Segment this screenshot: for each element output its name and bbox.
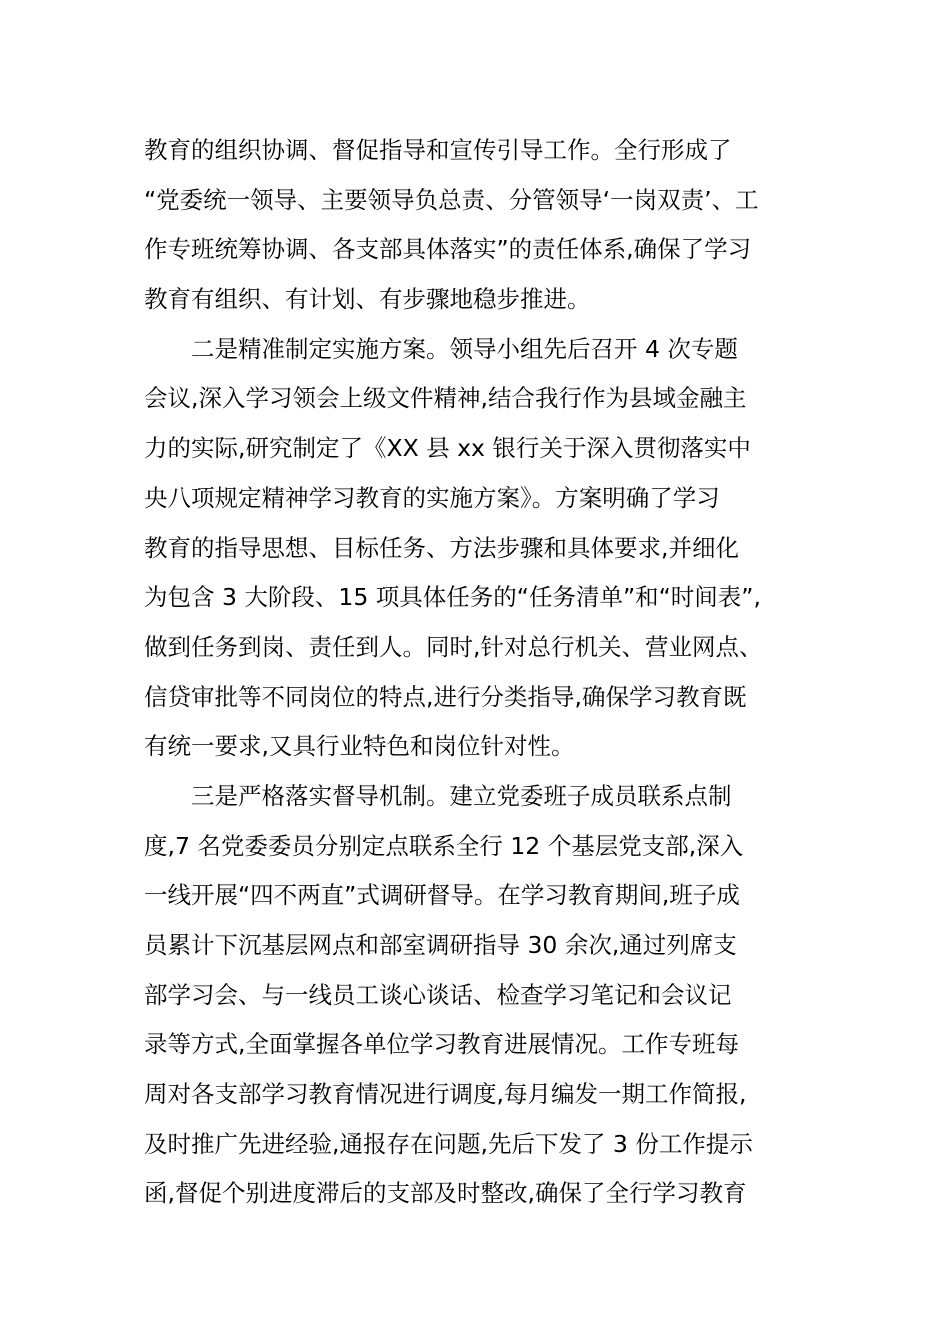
text-line: 作专班统筹协调、各支部具体落实”的责任体系,确保了学习 (144, 235, 752, 264)
paragraph-start-line: 三是严格落实督导机制。建立党委班子成员联系点制 (144, 781, 732, 810)
text-line: 及时推广先进经验,通报存在问题,先后下发了 3 份工作提示 (144, 1129, 753, 1158)
text-line: 部学习会、与一线员工谈心谈话、检查学习笔记和会议记 (144, 980, 732, 1009)
text-line: 教育的组织协调、督促指导和宣传引导工作。全行形成了 (144, 136, 732, 164)
text-line: 央八项规定精神学习教育的实施方案》。方案明确了学习 (144, 483, 720, 512)
text-line: 教育的指导思想、目标任务、方法步骤和具体要求,并细化 (144, 533, 739, 562)
text-line: “党委统一领导、主要领导负总责、分管领导‘一岗双责’、工 (144, 185, 759, 214)
text-line: 函,督促个别进度滞后的支部及时整改,确保了全行学习教育 (144, 1179, 747, 1208)
text-line: 录等方式,全面掌握各单位学习教育进展情况。工作专班每 (144, 1030, 739, 1059)
text-line: 为包含 3 大阶段、15 项具体任务的“任务清单”和“时间表”, (144, 583, 761, 612)
paragraph-start-line: 二是精准制定实施方案。领导小组先后召开 4 次专题 (144, 334, 738, 363)
text-line: 会议,深入学习领会上级文件精神,结合我行作为县域金融主 (144, 384, 747, 413)
text-line: 度,7 名党委委员分别定点联系全行 12 个基层党支部,深入 (144, 831, 744, 860)
text-line: 周对各支部学习教育情况进行调度,每月编发一期工作简报, (144, 1080, 747, 1109)
text-line: 力的实际,研究制定了《XX 县 xx 银行关于深入贯彻落实中 (144, 434, 751, 463)
body-text (144, 126, 824, 1219)
text-line: 有统一要求,又具行业特色和岗位针对性。 (144, 732, 575, 761)
text-line: 一线开展“四不两直”式调研督导。在学习教育期间,班子成 (144, 881, 740, 910)
text-line: 教育有组织、有计划、有步骤地稳步推进。 (144, 285, 591, 314)
text-line: 信贷审批等不同岗位的特点,进行分类指导,确保学习教育既 (144, 682, 747, 711)
text-line: 员累计下沉基层网点和部室调研指导 30 余次,通过列席支 (144, 931, 737, 959)
text-line: 做到任务到岗、责任到人。同时,针对总行机关、营业网点、 (144, 632, 763, 661)
